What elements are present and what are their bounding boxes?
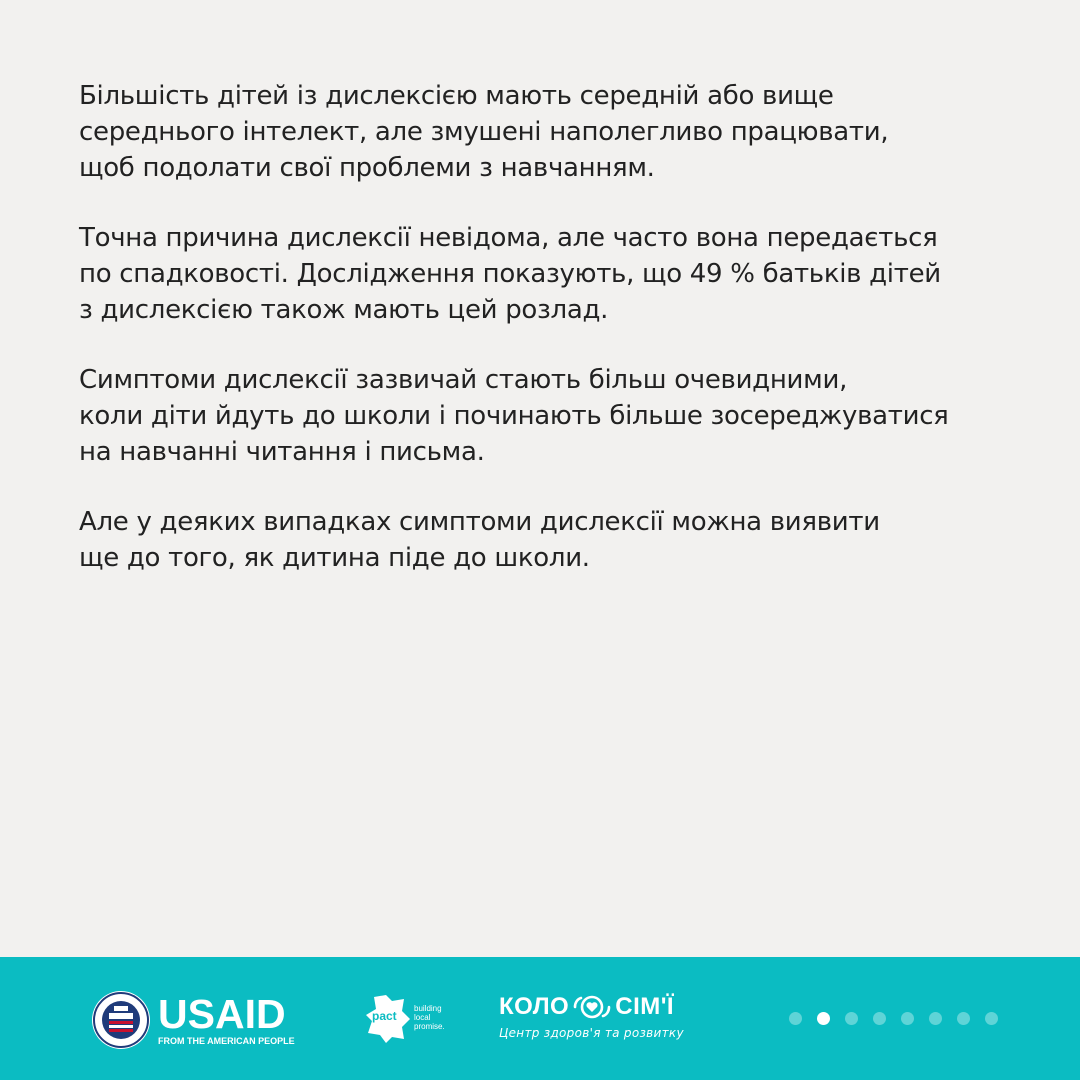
paragraph-symptoms-school (79, 362, 1039, 470)
pager-dot[interactable] (873, 1012, 886, 1025)
kolo-subtitle: Центр здоров'я та розвитку (499, 1026, 684, 1040)
pact-mark-icon (364, 993, 414, 1045)
kolo-word: КОЛО (499, 993, 570, 1020)
pager-dot-active[interactable] (817, 1012, 830, 1025)
pager-dot[interactable] (957, 1012, 970, 1025)
text-line: Але у деяких випадках симптоми дислексії можна виявити (79, 507, 880, 537)
text-line: Симптоми дислексії зазвичай стають більш очевидними, (79, 365, 848, 395)
pager-dot[interactable] (985, 1012, 998, 1025)
paragraph-heredity-intro (79, 78, 1039, 186)
paragraph-cause (79, 220, 1039, 328)
pact-tagline-line: promise. (414, 1021, 445, 1031)
pager-dot[interactable] (901, 1012, 914, 1025)
text-line: на навчанні читання і письма. (79, 437, 485, 467)
paragraph-early-detection (79, 504, 1039, 576)
simyi-word: СІМ'Ї (615, 993, 675, 1020)
usaid-wordmark: USAID (158, 991, 286, 1037)
pager-dot[interactable] (845, 1012, 858, 1025)
pact-tagline-line: building (414, 1003, 442, 1013)
partner-footer (0, 957, 1080, 1080)
text-line: ще до того, як дитина піде до школи. (79, 543, 590, 573)
heart-circle-icon (571, 995, 613, 1019)
kolo-simyi-logo (499, 993, 684, 1040)
usaid-seal-icon (92, 991, 150, 1049)
text-line: з дислексією також мають цей розлад. (79, 295, 609, 325)
text-line: середнього інтелект, але змушені наполегливо працювати, (79, 117, 889, 147)
usaid-tagline: FROM THE AMERICAN PEOPLE (158, 1036, 295, 1046)
text-line: Більшість дітей із дислексією мають середній або вище (79, 81, 834, 111)
slide-pager (789, 1012, 998, 1025)
text-line: Точна причина дислексії невідома, але часто вона передається (79, 223, 938, 253)
pact-tagline-line: local (414, 1012, 431, 1022)
pact-tagline (414, 1004, 445, 1031)
text-line: щоб подолати свої проблеми з навчанням. (79, 153, 655, 183)
pact-logo (364, 993, 445, 1045)
text-line: коли діти йдуть до школи і починають більше зосереджуватися (79, 401, 949, 431)
pager-dot[interactable] (789, 1012, 802, 1025)
text-line: по спадковості. Дослідження показують, що 49 % батьків дітей (79, 259, 941, 289)
pact-wordmark: pact (372, 1009, 397, 1023)
usaid-logo (92, 991, 295, 1049)
article-body (79, 78, 1039, 610)
pager-dot[interactable] (929, 1012, 942, 1025)
